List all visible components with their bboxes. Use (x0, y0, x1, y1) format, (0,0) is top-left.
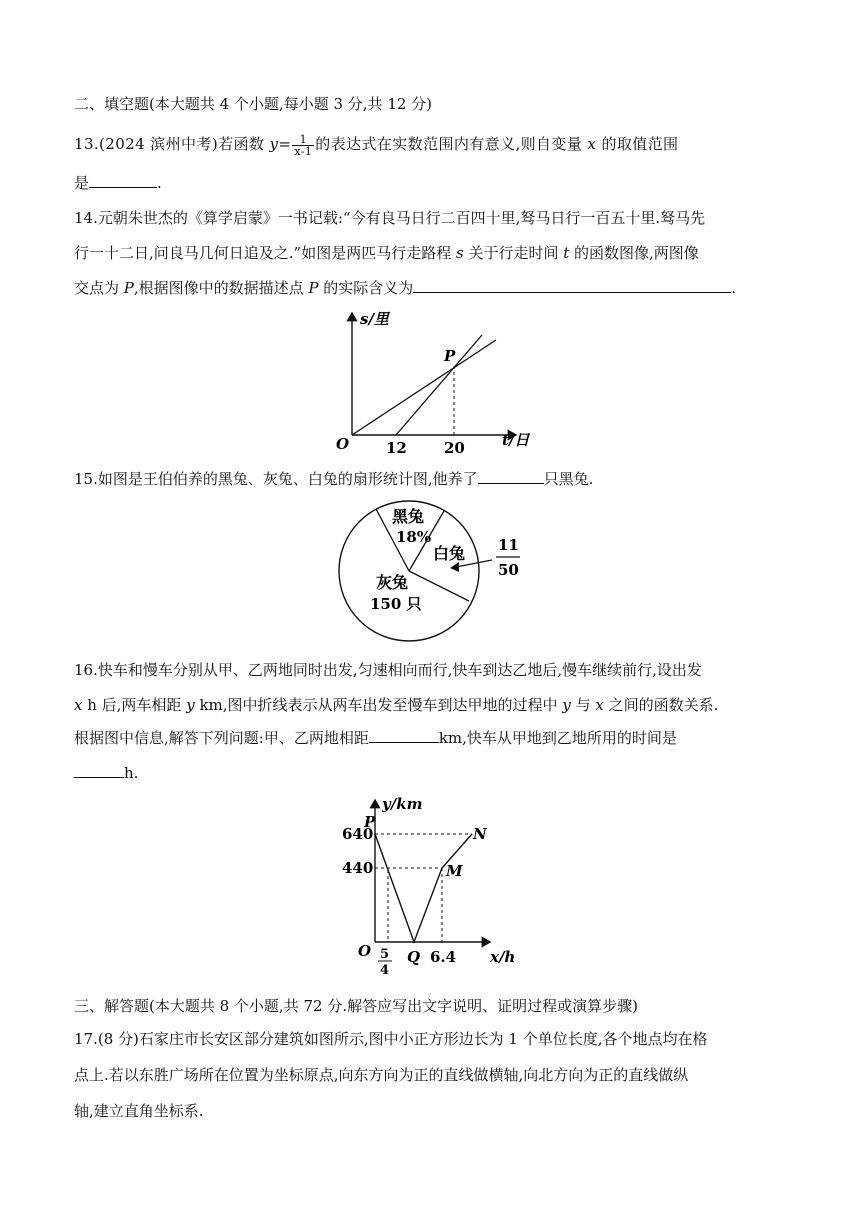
q16-var-x: x (74, 696, 83, 714)
section-3-heading: 三、解答题(本大题共 8 个小题,共 72 分.解答应写出文字说明、证明过程或演算步骤) (74, 997, 638, 1015)
q13-line2: 是 (74, 174, 90, 192)
q14-line2b: 关于行走时间 (463, 244, 564, 262)
tick-6-4: 6.4 (430, 948, 457, 966)
q16-line3b: km,快车从甲地到乙地所用的时间是 (438, 729, 677, 747)
q14-end: . (731, 279, 737, 297)
q13-end: . (157, 174, 162, 192)
origin-label: O (336, 435, 350, 453)
question-15-line (74, 467, 794, 490)
tick-12: 12 (386, 439, 407, 457)
x-axis-label: x/h (490, 948, 516, 966)
q14-line3b: ,根据图像中的数据描述点 (133, 279, 309, 297)
q16-var-x2: x (595, 696, 604, 714)
fast-horse-line (396, 335, 482, 435)
slice-label-black: 黑兔 (392, 507, 425, 526)
q14-var-p: P (123, 279, 134, 297)
q16-var-y: y (186, 696, 195, 714)
q14-var-t: t (563, 244, 570, 262)
slice-value-gray: 150 只 (370, 595, 422, 613)
slow-horse-line (352, 340, 496, 435)
white-frac-num: 11 (498, 536, 519, 554)
distance-function-graph (342, 790, 525, 978)
q13-var-x: x (587, 135, 597, 153)
q16-line2f: 与 (570, 696, 596, 714)
question-17-line-1: 17.(8 分)石家庄市长安区部分建筑如图所示,图中小正方形边长为 1 个单位长度,各个地点均在格 (74, 1030, 708, 1048)
q16-line4: h. (124, 764, 139, 782)
q13-prefix: 13.(2024 滨州中考)若函数 (74, 135, 270, 153)
tick-q: Q (407, 948, 421, 966)
q14-line2c: 的函数图像,两图像 (569, 244, 699, 262)
q15-answer-blank[interactable] (478, 467, 544, 484)
question-17-line-2: 点上.若以东胜广场所在位置为坐标原点,向东方向为正的直线做横轴,向北方向为正的直线做纵 (74, 1066, 689, 1084)
tick-20: 20 (444, 439, 465, 457)
slice-label-white: 白兔 (433, 544, 466, 563)
q14-line3a: 交点为 (74, 279, 124, 297)
q16-line2b: h 后,两车相距 (82, 696, 187, 714)
tick-frac-num: 5 (380, 947, 390, 962)
question-16-line-3 (74, 726, 794, 749)
q14-line3c: 的实际含义为 (318, 279, 414, 297)
point-p-label-16: P (364, 813, 376, 831)
q16-time-blank[interactable] (74, 761, 124, 778)
rabbit-pie-chart (330, 495, 540, 650)
section-2-heading: 二、填空题(本大题共 4 个小题,每小题 3 分,共 12 分) (74, 95, 433, 113)
origin-label-16: O (358, 942, 372, 960)
distance-time-graph (330, 305, 550, 455)
t-axis-label: t/日 (502, 431, 530, 449)
tick-frac-den: 4 (380, 963, 390, 978)
q16-line3a: 根据图中信息,解答下列问题:甲、乙两地相距 (74, 729, 369, 747)
q13-var-y: y (269, 135, 279, 153)
q14-line2a: 行一十二日,问良马几何日追及之.”如图是两匹马行走路程 (74, 244, 456, 262)
question-16-line-2 (74, 694, 794, 716)
white-frac-den: 50 (498, 561, 519, 579)
slice-value-black: 18% (396, 528, 432, 546)
q16-var-y2: y (562, 696, 571, 714)
q15-text-b: 只黑兔. (543, 470, 594, 488)
tick-640: 640 (342, 825, 374, 843)
q13-fraction (292, 134, 314, 157)
q16-line2h: 之间的函数关系. (603, 696, 719, 714)
slice-label-gray: 灰兔 (376, 573, 409, 592)
q14-var-p2: P (308, 279, 319, 297)
q14-answer-blank[interactable] (413, 276, 731, 293)
question-16-line-1: 16.快车和慢车分别从甲、乙两地同时出发,匀速相向而行,快车到达乙地后,慢车继续前行,设出发 (74, 661, 702, 679)
question-13-line-1 (74, 133, 794, 157)
question-13-line-2 (74, 171, 794, 194)
q16-distance-blank[interactable] (369, 726, 439, 743)
q13-mid: 的表达式在实数范围内有意义,则自变量 (315, 135, 588, 153)
q13-answer-blank[interactable] (89, 171, 157, 188)
s-axis-label: s/里 (360, 310, 389, 328)
q13-frac-den: x-1 (294, 144, 313, 158)
q14-var-s: s (455, 244, 464, 262)
y-axis-label: y/km (382, 795, 423, 813)
question-14-line-2 (74, 242, 794, 264)
question-17-line-3: 轴,建立直角坐标系. (74, 1102, 204, 1120)
point-n-label: N (473, 825, 487, 843)
question-16-line-4 (74, 761, 794, 784)
tick-440: 440 (342, 859, 374, 877)
question-14-line-1: 14.元朝朱世杰的《算学启蒙》一书记载:“今有良马日行二百四十里,驽马日行一百五十里.驽马先 (74, 209, 706, 227)
point-m-label: M (446, 862, 463, 880)
polyline-p-q-m-n (375, 834, 472, 942)
question-14-line-3 (74, 276, 794, 299)
q13-equals: = (278, 135, 292, 153)
q16-line2d: km,图中折线表示从两车出发至慢车到达甲地的过程中 (194, 696, 563, 714)
q15-text-a: 15.如图是王伯伯养的黑兔、灰兔、白兔的扇形统计图,他养了 (74, 470, 478, 488)
q13-suffix: 的取值范围 (596, 135, 679, 153)
q13-frac-num: 1 (292, 134, 314, 146)
point-p-label: P (444, 347, 456, 365)
